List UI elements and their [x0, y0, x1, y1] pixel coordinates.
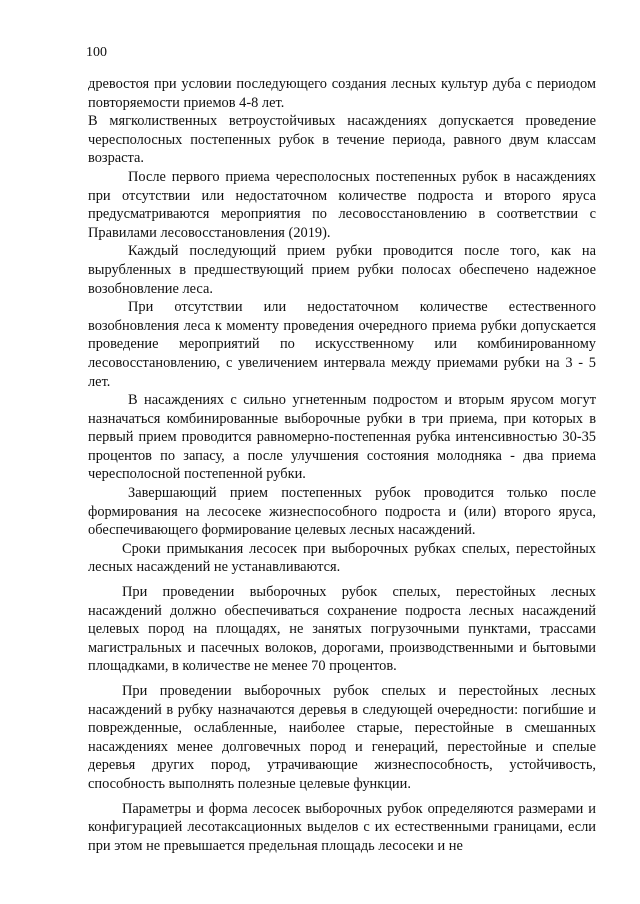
- paragraph: При отсутствии или недостаточном количестве естественного возобновления леса к моменту проведения очередного приема рубки допускается проведение мероприятий по искусственному или комбинированному лесовосстановлению, с увеличением интервала между приемами рубки на 3 - 5 лет.: [88, 299, 596, 390]
- paragraph: древостоя при условии последующего создания лесных культур дуба с периодом повторяемости приемов 4-8 лет.: [88, 76, 596, 111]
- paragraph: Параметры и форма лесосек выборочных рубок определяются размерами и конфигурацией лесотаксационных выделов с их естественными границами, если при этом не превышается предельная площадь лесосеки и не: [88, 800, 596, 854]
- page-number: 100: [86, 45, 107, 60]
- paragraph: В насаждениях с сильно угнетенным подростом и вторым ярусом могут назначаться комбинированные выборочные рубки в три приема, при которых в первый прием проводится равномерно-постепенная рубка интенсивностью 30-35 процентов по запасу, а после улучшения состояния молодняка - два приема чересполосной постепенной рубки.: [88, 392, 596, 483]
- paragraph: Завершающий прием постепенных рубок проводится только после формирования на лесосеке жизнеспособного подроста и (или) второго яруса, обеспечивающего формирование целевых лесных насаждений.: [88, 485, 596, 539]
- paragraph: После первого приема чересполосных постепенных рубок в насаждениях при отсутствии или недостаточном количестве подроста и второго яруса предусматриваются мероприятия по лесовосстановлению в соответствии с Правилами лесовосстановления (2019).: [88, 168, 596, 241]
- body-text: [88, 75, 596, 855]
- paragraph: Сроки примыкания лесосек при выборочных рубках спелых, перестойных лесных насаждений не устанавливаются.: [88, 540, 596, 576]
- paragraph: Каждый последующий прием рубки проводится после того, как на вырубленных в предшествующий прием рубки полосах обеспечено надежное возобновление леса.: [88, 243, 596, 297]
- paragraph: При проведении выборочных рубок спелых и перестойных лесных насаждений в рубку назначаются деревья в следующей очередности: погибшие и поврежденные, ослабленные, наиболее старые, перестойные в смешанных насаждениях менее долговечных пород и генераций, перестойные и спелые деревья других пород, утрачивающие жизнеспособность, устойчивость, способность выполнять полезные целевые функции.: [88, 683, 596, 792]
- paragraph: В мягколиственных ветроустойчивых насаждениях допускается проведение чересполосных постепенных рубок в течение периода, равного двум классам возраста.: [88, 113, 596, 167]
- paragraph: При проведении выборочных рубок спелых, перестойных лесных насаждений должно обеспечиваться сохранение подроста лесных насаждений целевых пород на площадях, не занятых погрузочными пунктами, трассами магистральных и пасечных волоков, дорогами, производственными и бытовыми площадками, в количестве не менее 70 процентов.: [88, 584, 596, 675]
